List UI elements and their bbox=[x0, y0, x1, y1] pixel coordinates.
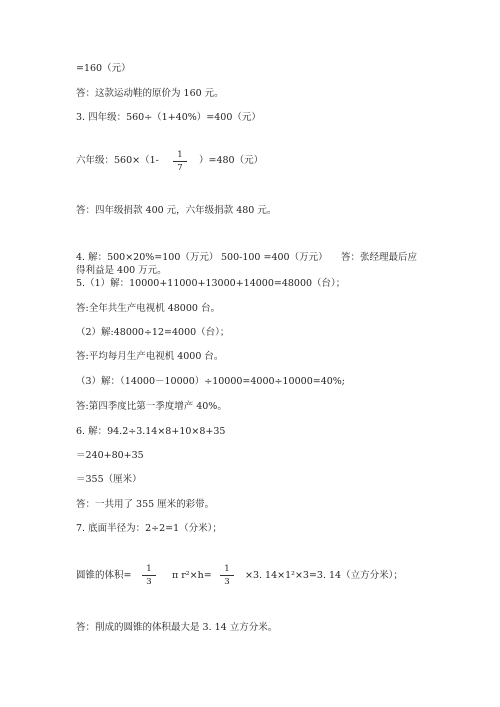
problem-4-part-a: 4. 解：500×20%=100（万元） bbox=[76, 252, 219, 263]
fraction-bar bbox=[173, 161, 187, 162]
cone-volume-result: ×3. 14×1²×3=3. 14（立方分米）； bbox=[245, 570, 403, 581]
fraction-numerator: 1 bbox=[146, 564, 152, 574]
problem-4-answer-end: 得利益是 400 万元。 bbox=[76, 265, 167, 276]
cone-volume-formula: π r²×h= bbox=[172, 570, 212, 581]
problem-6-line: 6. 解：94.2÷3.14×8+10×8+35 bbox=[76, 426, 226, 437]
problem-5-part-1: 5.（1）解：10000+11000+13000+14000=48000（台）； bbox=[76, 278, 346, 289]
fraction-denominator: 3 bbox=[146, 577, 152, 587]
fraction-bar bbox=[220, 575, 234, 576]
fraction-denominator: 3 bbox=[224, 577, 230, 587]
fraction-one-seventh bbox=[173, 150, 187, 173]
fraction-bar bbox=[142, 575, 156, 576]
calc-line: ＝355（厘米） bbox=[76, 474, 142, 485]
problem-5-part-3: （3）解：（14000－10000）÷10000=4000÷10000=40%; bbox=[76, 376, 346, 387]
problem-4-part-b: 500-100 =400（万元） bbox=[221, 252, 328, 263]
grade6-expression-start: 六年级：560×（1- bbox=[76, 155, 159, 166]
problem-7-line: 7. 底面半径为：2÷2=1（分米）； bbox=[76, 523, 222, 534]
calc-line: ＝240+80+35 bbox=[76, 450, 144, 461]
cone-volume-label: 圆锥的体积= bbox=[76, 570, 132, 581]
text-line: =160（元） bbox=[76, 63, 131, 74]
problem-4-answer-start: 答：张经理最后应 bbox=[341, 252, 418, 263]
fraction-numerator: 1 bbox=[177, 150, 183, 160]
answer-line: 答：一共用了 355 厘米的彩带。 bbox=[76, 499, 215, 510]
answer-line: 答：四年级捐款 400 元，六年级捐款 480 元。 bbox=[76, 205, 277, 216]
answer-line: 答：这款运动鞋的原价为 160 元。 bbox=[76, 88, 224, 99]
answer-line: 答：削成的圆锥的体积最大是 3. 14 立方分米。 bbox=[76, 622, 278, 633]
fraction-one-third bbox=[220, 564, 234, 587]
answer-line: 答:平均每月生产电视机 4000 台。 bbox=[76, 351, 224, 362]
fraction-numerator: 1 bbox=[224, 564, 230, 574]
problem-5-part-2: （2）解:48000÷12=4000（台）； bbox=[76, 327, 230, 338]
fraction-denominator: 7 bbox=[177, 163, 183, 173]
answer-line: 答:第四季度比第一季度增产 40%。 bbox=[76, 401, 227, 412]
problem-3-line: 3. 四年级：560÷（1+40%）=400（元） bbox=[76, 112, 261, 123]
answer-line: 答:全年共生产电视机 48000 台。 bbox=[76, 303, 220, 314]
grade6-expression-end: ）=480（元） bbox=[199, 155, 264, 166]
fraction-one-third bbox=[142, 564, 156, 587]
